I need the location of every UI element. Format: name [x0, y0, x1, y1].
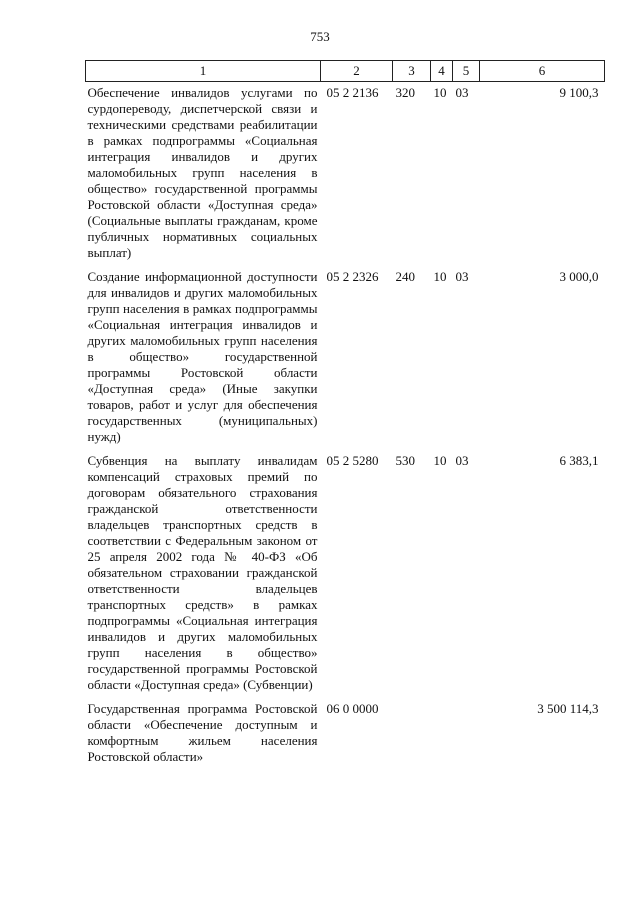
row-subsection: 03: [455, 453, 469, 468]
row-amount: 6 383,1: [559, 453, 599, 468]
row-section: 10: [433, 453, 447, 468]
row-description: Субвенция на выплату инвалидам компенсаций страховых премий по договорам обязательного страхования гражданской ответственности владельцев транспортных средств в соответствии с Федеральным законом от 25 апреля 2002 года № 40-ФЗ «Об обязательном страховании гражданской ответственности владельцев транспортных средств» в рамках подпрограммы «Социальная интеграция инвалидов и других маломобильных групп населения в общество» государственной программы Ростовской области «Доступная среда» (Субвенции): [87, 453, 318, 692]
row-target-code: 05 2 2136: [326, 85, 379, 100]
row-amount: 3 000,0: [559, 269, 599, 284]
row-target-code: 05 2 5280: [326, 453, 379, 468]
column-header: 6: [480, 61, 605, 82]
table-row: [86, 450, 605, 698]
table-row: [86, 698, 605, 770]
row-expense-type: 530: [395, 453, 415, 468]
row-expense-type: 320: [395, 85, 415, 100]
row-subsection: 03: [455, 269, 469, 284]
table-row: [86, 266, 605, 450]
row-target-code: 05 2 2326: [326, 269, 379, 284]
page-number: 753: [310, 29, 330, 44]
row-description: Создание информационной доступности для инвалидов и других маломобильных групп населения в рамках подпрограммы «Социальная интеграция инвалидов и других маломобильных групп населения в общество» государственной программы Ростовской области «Доступная среда» (Иные закупки товаров, работ и услуг для обеспечения государственных (муниципальных) нужд): [87, 269, 318, 444]
column-header-row: [86, 61, 605, 82]
row-section: [431, 698, 453, 770]
column-header: 2: [321, 61, 393, 82]
column-header: 1: [86, 61, 321, 82]
row-expense-type: 240: [395, 269, 415, 284]
row-section: 10: [433, 85, 447, 100]
budget-table: [85, 60, 605, 770]
row-target-code: 06 0 0000: [326, 701, 379, 716]
column-header: 3: [393, 61, 431, 82]
row-expense-type: [393, 698, 431, 770]
row-section: 10: [433, 269, 447, 284]
column-header: 4: [431, 61, 453, 82]
row-subsection: 03: [455, 85, 469, 100]
row-subsection: [453, 698, 480, 770]
table-row: [86, 82, 605, 267]
row-amount: 9 100,3: [559, 85, 599, 100]
row-amount: 3 500 114,3: [537, 701, 599, 716]
row-description: Государственная программа Ростовской области «Обеспечение доступным и комфортным жильем населения Ростовской области»: [87, 701, 318, 764]
row-description: Обеспечение инвалидов услугами по сурдопереводу, диспетчерской связи и техническими средствами реабилитации в рамках подпрограммы «Социальная интеграция инвалидов и других маломобильных групп населения в общество» государственной программы Ростовской области «Доступная среда» (Социальные выплаты гражданам, кроме публичных нормативных социальных выплат): [87, 85, 318, 260]
column-header: 5: [453, 61, 480, 82]
